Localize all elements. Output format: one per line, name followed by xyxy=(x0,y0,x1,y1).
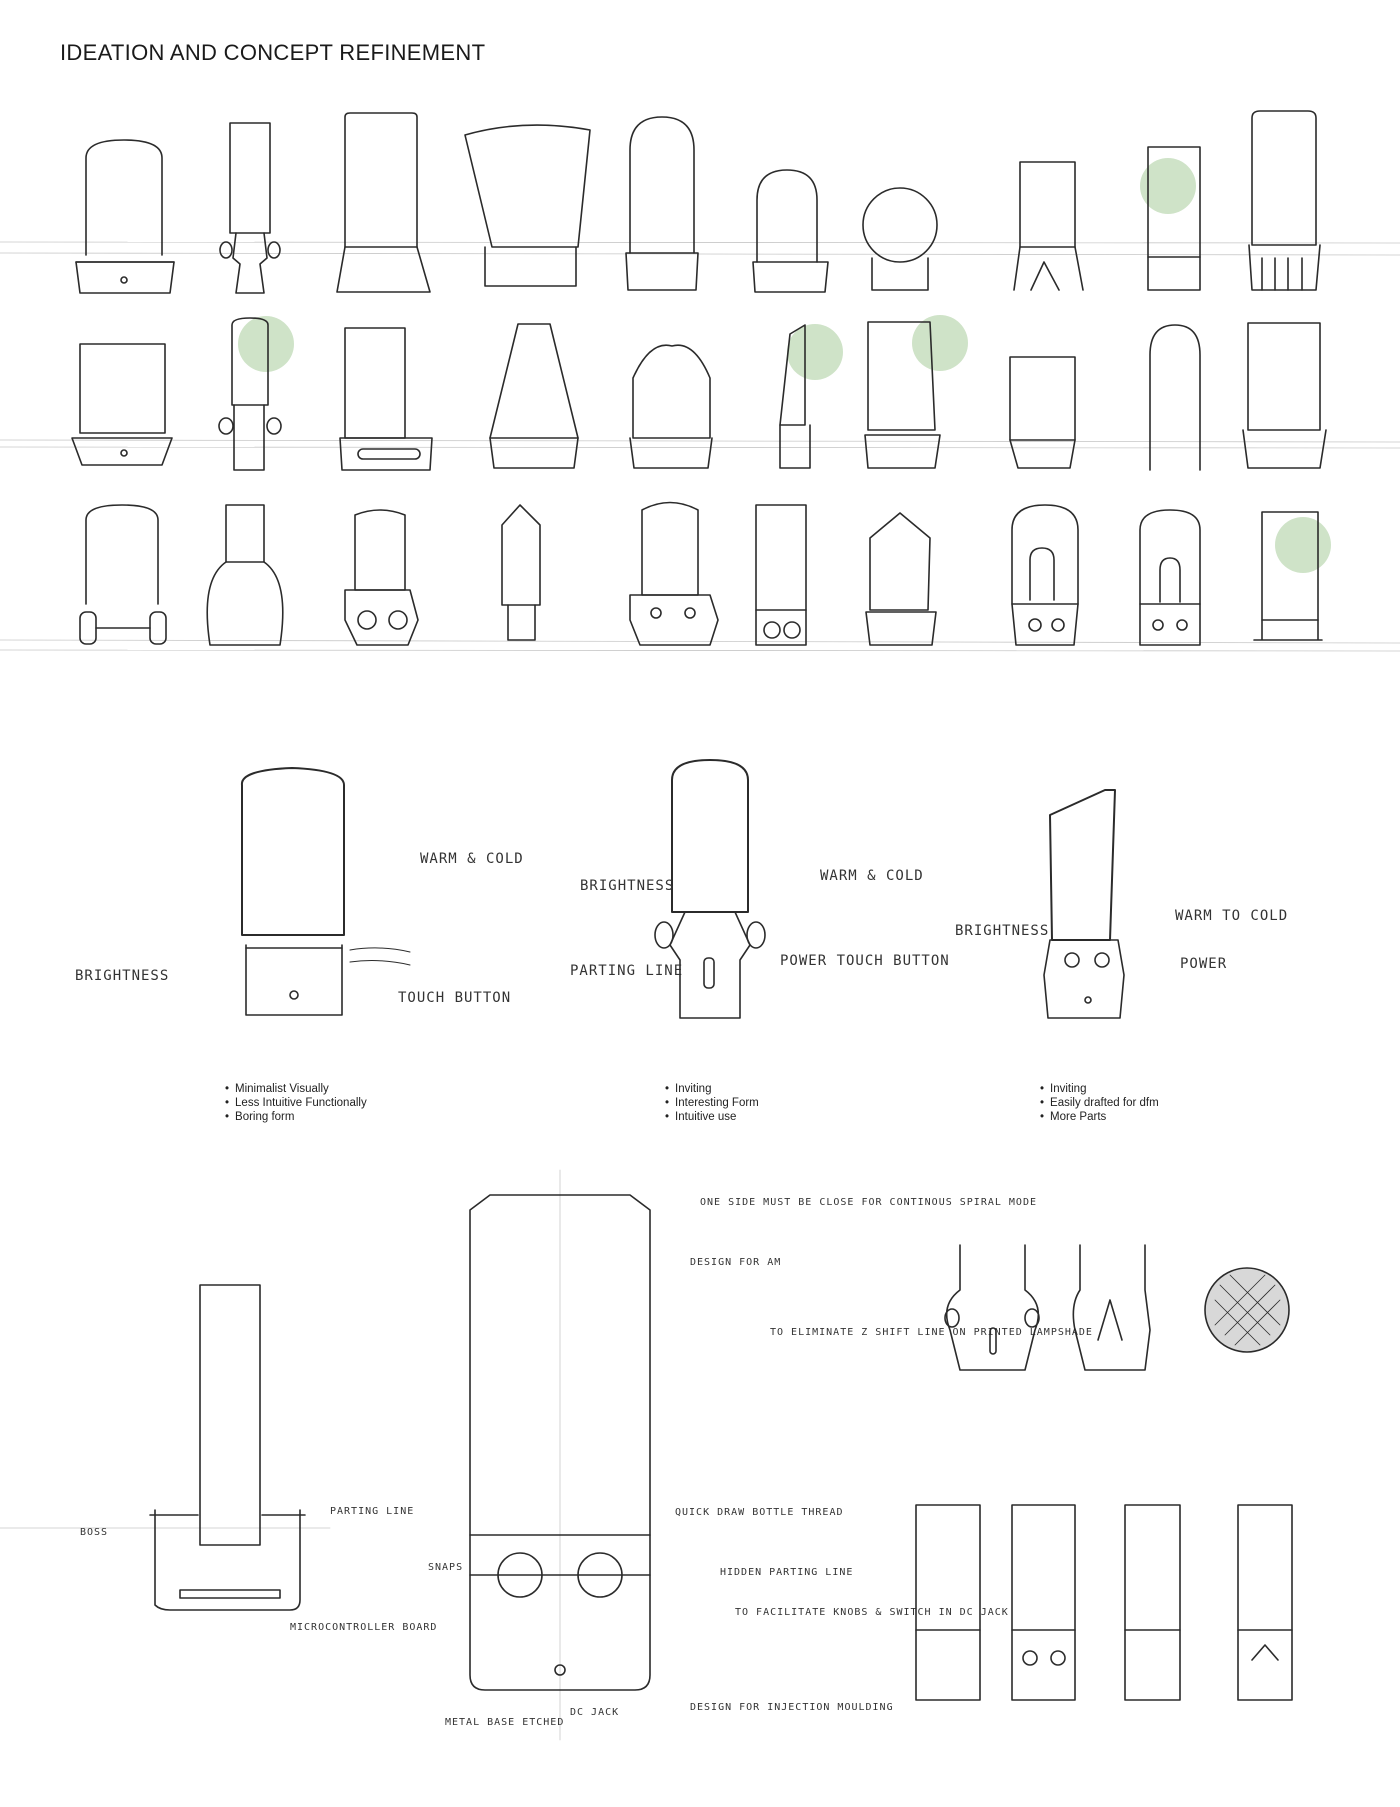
concept-a-label-touch: TOUCH BUTTON xyxy=(398,990,512,1006)
concept-a-note: • Less Intuitive Functionally xyxy=(225,1096,367,1110)
detail-sketches xyxy=(916,1245,1292,1700)
page-title: IDEATION AND CONCEPT REFINEMENT xyxy=(60,40,486,65)
concept-c-label-brightness: BRIGHTNESS xyxy=(955,923,1050,939)
concept-c-notes xyxy=(1040,1082,1159,1124)
concept-b-note: • Interesting Form xyxy=(665,1096,759,1110)
concept-c-note: • More Parts xyxy=(1040,1110,1159,1124)
dfm-view-sketch xyxy=(470,1170,650,1740)
section-view-sketch xyxy=(0,1285,330,1610)
dfm-label-dcjack: DC JACK xyxy=(570,1707,620,1718)
concept-c-note: • Inviting xyxy=(1040,1082,1159,1096)
concept-c-sketch xyxy=(1044,790,1124,1018)
concept-b-notes xyxy=(665,1082,759,1124)
row-1-sketches xyxy=(76,111,1320,293)
dfm-label-thread: QUICK DRAW BOTTLE THREAD xyxy=(675,1507,844,1518)
concept-a-notes xyxy=(225,1082,367,1124)
concept-a-sketch xyxy=(242,768,410,1015)
dfm-label-am: DESIGN FOR AM xyxy=(690,1257,782,1268)
section-view-labels xyxy=(80,1506,437,1633)
concept-b-label-power: POWER TOUCH BUTTON xyxy=(780,953,950,969)
dfm-label-hidden-parting: HIDDEN PARTING LINE xyxy=(720,1567,854,1578)
concept-c-label-warm-cold: WARM TO COLD xyxy=(1175,908,1289,924)
dfm-label-metal: METAL BASE ETCHED xyxy=(445,1717,565,1728)
concept-a-label-brightness: BRIGHTNESS xyxy=(75,968,170,984)
concept-a-note: • Minimalist Visually xyxy=(225,1082,367,1096)
concept-b-note: • Inviting xyxy=(665,1082,759,1096)
concept-b-label-parting: PARTING LINE xyxy=(570,963,684,979)
dfm-label-injection: DESIGN FOR INJECTION MOULDING xyxy=(690,1702,894,1713)
concept-a-label-warm-cold: WARM & COLD xyxy=(420,851,524,867)
dfm-view-labels xyxy=(428,1197,1093,1728)
concept-a-note: • Boring form xyxy=(225,1110,367,1124)
dfm-label-zshift: TO ELIMINATE Z SHIFT LINE ON PRINTED LAMPSHADE xyxy=(770,1327,1093,1338)
concept-b-label-warm-cold: WARM & COLD xyxy=(820,868,924,884)
dfm-label-spiral: ONE SIDE MUST BE CLOSE FOR CONTINOUS SPIRAL MODE xyxy=(700,1197,1037,1208)
row-3-sketches xyxy=(80,503,1322,646)
section-label-mcu: MICROCONTROLLER BOARD xyxy=(290,1622,438,1633)
concept-c-label-power: POWER xyxy=(1180,956,1228,972)
dfm-label-knobs: TO FACILITATE KNOBS & SWITCH IN DC JACK xyxy=(735,1607,1009,1618)
concept-c-note: • Easily drafted for dfm xyxy=(1040,1096,1159,1110)
concept-a-labels xyxy=(75,851,524,1006)
dfm-label-snaps: SNAPS xyxy=(428,1562,464,1573)
concept-b-label-brightness: BRIGHTNESS xyxy=(580,878,675,894)
section-label-parting: PARTING LINE xyxy=(330,1506,415,1517)
section-label-boss: BOSS xyxy=(80,1527,109,1538)
concept-b-note: • Intuitive use xyxy=(665,1110,759,1124)
